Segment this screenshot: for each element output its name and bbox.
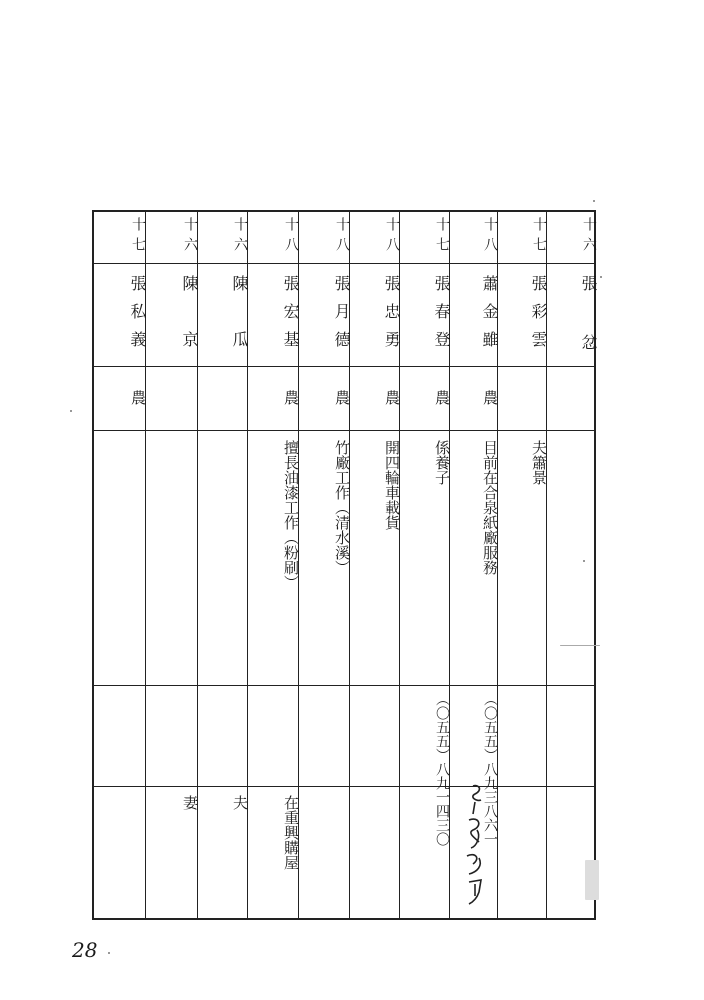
- scan-speck: [70, 410, 72, 412]
- age-cell: 十六: [232, 217, 248, 257]
- signature-icon: [455, 780, 495, 910]
- row-divider: [92, 263, 596, 264]
- name-cell: 張私義: [128, 275, 147, 359]
- age-cell: 十七: [130, 217, 146, 257]
- name-cell: 張 忿: [579, 275, 598, 362]
- scan-speck: [583, 560, 585, 562]
- age-cell: 十八: [384, 217, 400, 257]
- note-cell: 擅長油漆工作（粉刷）: [282, 440, 300, 590]
- relation-cell: 在重興購屋: [282, 795, 300, 870]
- name-cell: 張宏基: [281, 275, 300, 359]
- name-cell: 陳京: [180, 275, 199, 387]
- scan-speck: [560, 645, 600, 646]
- row-divider: [92, 786, 596, 787]
- occupation-cell: 農: [333, 390, 351, 407]
- name-cell: 陳瓜: [230, 275, 249, 387]
- note-cell: 目前在合泉紙廠服務: [481, 440, 499, 575]
- note-cell: 竹廠工作（清水溪）: [333, 440, 351, 575]
- note-cell: 開四輪車載貨: [383, 440, 401, 530]
- relation-cell: 夫: [231, 795, 249, 812]
- note-cell: 夫簫景: [530, 440, 548, 485]
- phone-cell: （〇五五）八九三八六一: [482, 692, 498, 846]
- scan-speck: [593, 200, 595, 202]
- scan-speck: [108, 952, 110, 954]
- occupation-cell: 農: [129, 390, 147, 407]
- phone-cell: （〇五五）八九一四三〇: [434, 692, 450, 846]
- age-cell: 十六: [182, 217, 198, 257]
- occupation-cell: 農: [282, 390, 300, 407]
- name-cell: 張月德: [332, 275, 351, 359]
- occupation-cell: 農: [433, 390, 451, 407]
- age-cell: 十七: [434, 217, 450, 257]
- age-cell: 十八: [283, 217, 299, 257]
- name-cell: 張忠勇: [382, 275, 401, 359]
- name-cell: 張彩雲: [529, 275, 548, 359]
- name-cell: 張春登: [432, 275, 451, 359]
- scan-speck: [600, 276, 602, 278]
- row-divider: [92, 430, 596, 431]
- note-cell: 係養子: [433, 440, 451, 485]
- scan-speck: [585, 860, 599, 900]
- occupation-cell: 農: [383, 390, 401, 407]
- age-cell: 十六: [581, 217, 597, 257]
- occupation-cell: 農: [481, 390, 499, 407]
- age-cell: 十八: [482, 217, 498, 257]
- age-cell: 十八: [334, 217, 350, 257]
- relation-cell: 妻: [181, 795, 199, 812]
- age-cell: 十七: [531, 217, 547, 257]
- row-divider: [92, 685, 596, 686]
- page-number: 28: [72, 938, 98, 962]
- name-cell: 蕭金雖: [480, 275, 499, 359]
